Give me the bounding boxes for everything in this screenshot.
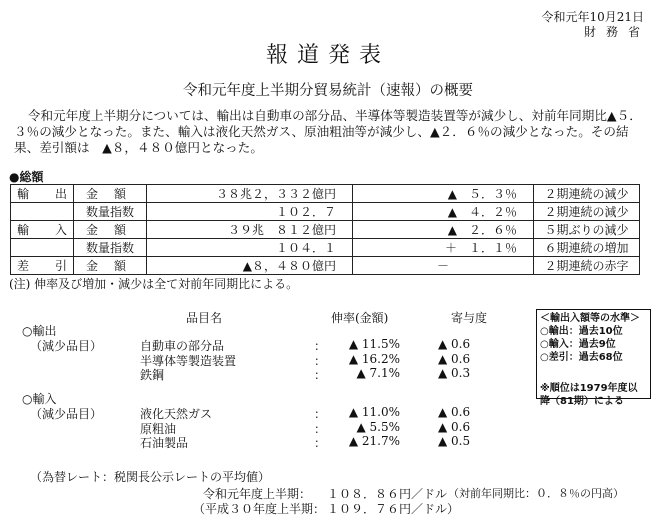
table-row [11,203,640,221]
summary-paragraph: 令和元年度上半期分については、輸出は自動車の部分品、半導体等製造装置等が減少し、対前年同期比▲５．３％の減少となった。また、輸入は液化天然ガス、原油粗油等が減少し、▲２．６％の減少となった。その結果、差引額は ▲８，４８０億円となった。 [14,108,642,155]
level-box-note: ※順位は1979年度以降（81期）による [540,383,638,407]
value-cell: ３８兆２，３３２億円 [147,185,353,203]
item-name: 自動車の部分品 [140,339,225,353]
level-line: ○輸入：過去9位 [540,339,616,350]
colon: ： [314,339,327,353]
release-date: 令和元年10月21日 [541,10,644,24]
col-item-header: 品目名 [186,311,223,325]
item-name: 液化天然ガス [140,407,213,421]
colon: ： [314,354,327,368]
export-sub: （減少品目） [30,339,103,353]
overall-label: ●総額 [9,170,44,184]
item-contrib: ▲ 0.6 [438,337,471,351]
table-row [11,239,640,257]
kind-label: 金額 [86,223,143,237]
item-contrib: ▲ 0.6 [438,420,471,434]
exchange-label: （為替レート：税関長公示レートの平均値） [30,470,271,484]
kind-cell [74,257,147,275]
kind-label: 金額 [86,187,143,201]
note-cell: ２期連続の赤字 [534,257,640,275]
page-subtitle: 令和元年度上半期分貿易統計（速報）の概要 [183,83,473,99]
exchange-prev-value: １０９．７６円／ドル） [327,502,460,516]
export-heading: ○輸出 [22,324,57,338]
rate-cell: ▲ ２．６％ [353,221,534,239]
ministry-name: 財務省 [583,25,650,39]
item-rate: ▲ 7.1% [356,366,400,380]
kind-label: 金額 [86,259,143,273]
note-cell: ２期連続の減少 [534,185,640,203]
item-contrib: ▲ 0.3 [438,366,471,380]
item-rate: ▲ 16.2% [348,352,400,366]
exchange-current-note: （対前年同期比：０．８％の円高） [448,487,624,500]
exchange-prev-label: （平成３０年度上半期： [193,502,326,516]
level-box [536,309,651,407]
category-cell [11,203,74,221]
page-title: 報道発表 [265,43,390,68]
item-name: 半導体等製造装置 [140,354,237,368]
level-line: ○差引：過去68位 [540,352,623,363]
category-cell [11,239,74,257]
colon: ： [314,407,327,421]
item-contrib: ▲ 0.6 [438,405,471,419]
value-cell: １０２．７ [147,203,353,221]
table-row [11,185,640,203]
rate-cell: ▲ ５．３％ [353,185,534,203]
summary-table [10,184,640,275]
table-row [11,257,640,275]
exchange-current-value: １０８．８６円／ドル [327,487,448,501]
item-rate: ▲ 11.0% [348,405,400,419]
rate-cell: ＋ １．１％ [353,239,534,257]
note-cell: ５期ぶりの減少 [534,221,640,239]
import-sub: （減少品目） [30,407,103,421]
item-name: 鉄鋼 [140,368,165,382]
category-cell: 輸出 [11,185,74,203]
rate-cell: － [353,257,534,275]
category-cell: 輸入 [11,221,74,239]
exchange-current-label: 令和元年度上半期： [203,487,312,501]
item-contrib: ▲ 0.6 [438,352,471,366]
kind-cell [74,185,147,203]
kind-cell [74,239,147,257]
note-cell: ２期連続の減少 [534,203,640,221]
kind-label: 数量指数 [86,241,135,255]
item-rate: ▲ 11.5% [348,337,400,351]
kind-cell [74,221,147,239]
import-heading: ○輸入 [22,392,57,406]
item-rate: ▲ 21.7% [348,434,400,448]
rate-cell: ▲ ４．２％ [353,203,534,221]
level-box-title: ＜輸出入額等の水準＞ [540,313,640,324]
item-name: 石油製品 [140,436,189,450]
value-cell: １０４．１ [147,239,353,257]
colon: ： [314,422,327,436]
table-row [11,221,640,239]
colon: ： [314,436,327,450]
item-name: 原粗油 [140,422,177,436]
col-contrib-header: 寄与度 [451,311,488,325]
category-cell: 差引 [11,257,74,275]
level-line: ○輸出：過去10位 [540,326,623,337]
item-contrib: ▲ 0.5 [438,434,471,448]
note-cell: ６期連続の増加 [534,239,640,257]
colon: ： [314,368,327,382]
col-rate-header: 伸率(金額) [331,311,389,325]
value-cell: ３９兆 ８１２億円 [147,221,353,239]
kind-cell [74,203,147,221]
kind-label: 数量指数 [86,205,135,219]
release-date-block [541,10,650,40]
table-footnote: (注) 伸率及び増加・減少は全て対前年同期比による。 [9,277,299,291]
value-cell: ▲８，４８０億円 [147,257,353,275]
item-rate: ▲ 5.5% [356,420,400,434]
